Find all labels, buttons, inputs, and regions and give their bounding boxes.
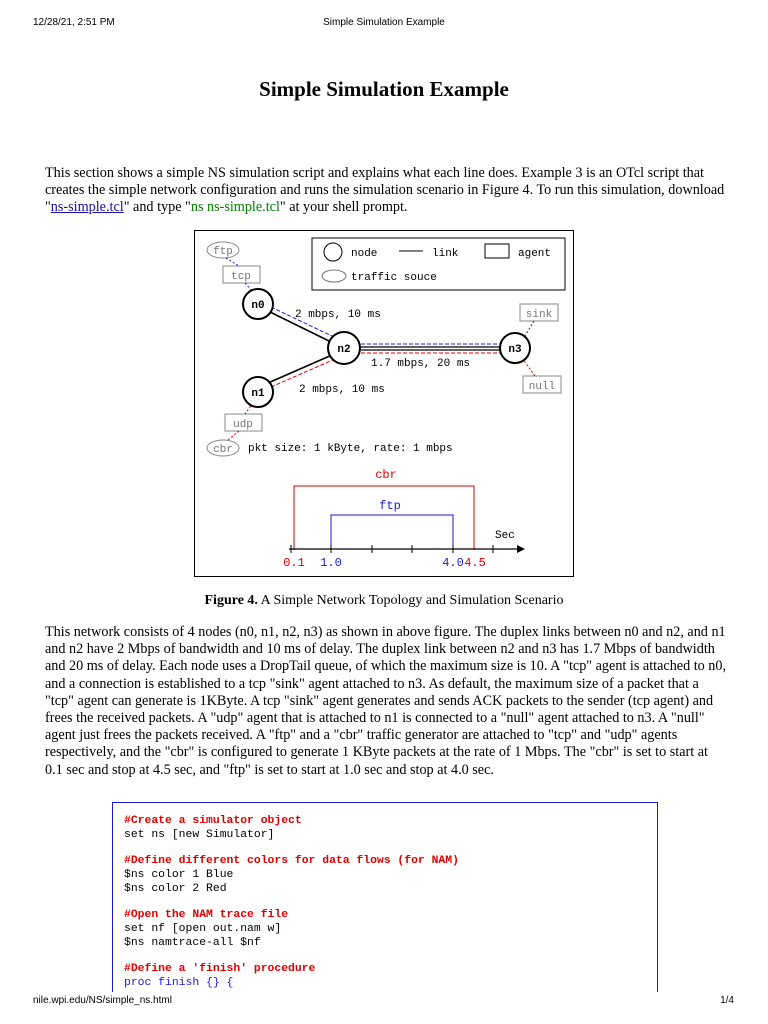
legend-agent-label: agent [518, 248, 552, 260]
code-line: $ns color 1 Blue [124, 869, 234, 881]
ftp-timeline-label: ftp [379, 499, 401, 513]
link-label-n0-n2: 2 mbps, 10 ms [295, 309, 381, 321]
print-date: 12/28/21, 2:51 PM [33, 17, 115, 28]
legend-node-label: node [351, 248, 378, 260]
cbr-stop-label: 4.5 [464, 556, 486, 570]
code-comment: #Define a 'finish' procedure [124, 963, 316, 975]
null-agent-label: null [528, 381, 556, 393]
link-label-n2-n3: 1.7 mbps, 20 ms [371, 358, 471, 370]
legend-traffic-symbol [322, 270, 346, 282]
intro-text-3: " at your shell prompt. [279, 199, 408, 216]
cbr-source-label: cbr [213, 444, 233, 456]
legend-traffic-label: traffic souce [351, 272, 437, 284]
cbr-start-label: 0.1 [283, 556, 305, 570]
time-axis-arrow [517, 545, 525, 553]
legend-link-label: link [432, 248, 459, 260]
legend-agent-symbol [485, 244, 509, 258]
cbr-timeline-label: cbr [375, 468, 397, 482]
network-figure [194, 230, 574, 577]
ftp-interval [331, 515, 453, 550]
legend-box [312, 238, 565, 290]
ftp-start-label: 1.0 [320, 556, 342, 570]
packet-info: pkt size: 1 kByte, rate: 1 mbps [248, 443, 453, 455]
print-title: Simple Simulation Example [323, 17, 445, 28]
figure-caption [0, 593, 768, 609]
node-n3-label: n3 [508, 344, 522, 356]
code-block [112, 802, 658, 992]
intro-text-2: " and type " [123, 199, 191, 216]
shell-command: ns ns-simple.tcl [190, 199, 280, 216]
node-n0-label: n0 [251, 300, 265, 312]
code-comment: #Create a simulator object [124, 815, 302, 827]
intro-text-1: This section shows a simple NS simulation script and explains what each line does. Example 3 is an OTcl script that creates the simple network configuration and runs the simulation scenario in Figure 4. To run this simulation, download " [45, 165, 725, 216]
figure-diagram [195, 231, 573, 576]
ftp-stop-label: 4.0 [442, 556, 464, 570]
node-n2-label: n2 [337, 344, 351, 356]
page-number: 1/4 [720, 995, 734, 1006]
code-line: set nf [open out.nam w] [124, 923, 282, 935]
caption-text: A Simple Network Topology and Simulation Scenario [257, 593, 564, 608]
time-axis-label: Sec [495, 530, 515, 542]
intro-paragraph [45, 165, 727, 217]
tcp-agent-label: tcp [231, 271, 251, 283]
sink-agent-label: sink [525, 309, 553, 321]
code-line: $ns color 2 Red [124, 883, 227, 895]
page-title: Simple Simulation Example [259, 77, 509, 101]
legend-node-symbol [324, 243, 342, 261]
code-comment: #Open the NAM trace file [124, 909, 289, 921]
cbr-interval [294, 486, 474, 550]
code-line: $ns namtrace-all $nf [124, 937, 261, 949]
description-paragraph: This network consists of 4 nodes (n0, n1, n2, n3) as shown in above figure. The duplex links between n0 and n2, and n1 and n2 have 2 Mbps of bandwidth and 10 ms of delay. The duplex link between n2 and n3 has 1.7 Mbps of bandwidth and 20 ms of delay. Each node uses a DropTail queue, of which the maximum size is 10. A "tcp" agent is attached to n0, and a connection is established to a tcp "sink" agent attached to n3. As default, the maximum size of a packet that a "tcp" agent can generate is 1KByte. A tcp "sink" agent generates and sends ACK packets to the sender (tcp agent) and frees the received packets. A "udp" agent that is attached to n1 is connected to a "null" agent attached to n3. A "null" agent just frees the packets received. A "ftp" and a "cbr" traffic generator are attached to "tcp" and "udp" agents respectively, and the "cbr" is configured to generate 1 KByte packets at the rate of 1 Mbps. The "cbr" is set to start at 0.1 sec and stop at 4.5 sec, and "ftp" is set to start at 1.0 sec and stop at 4.0 sec. [45, 624, 727, 778]
print-url: nile.wpi.edu/NS/simple_ns.html [33, 995, 172, 1006]
ftp-source-label: ftp [213, 246, 233, 258]
code-line: set ns [new Simulator] [124, 829, 275, 841]
link-label-n1-n2: 2 mbps, 10 ms [299, 384, 385, 396]
download-link[interactable]: ns-simple.tcl [50, 199, 124, 216]
node-n1-label: n1 [251, 388, 265, 400]
link-n1-n2 [268, 355, 332, 383]
flow-cbr-n1-n2 [271, 359, 335, 387]
code-comment: #Define different colors for data flows (for NAM) [124, 855, 459, 867]
code-line: proc finish {} { [124, 977, 234, 989]
caption-label: Figure 4. [204, 593, 258, 608]
udp-agent-label: udp [233, 419, 253, 431]
